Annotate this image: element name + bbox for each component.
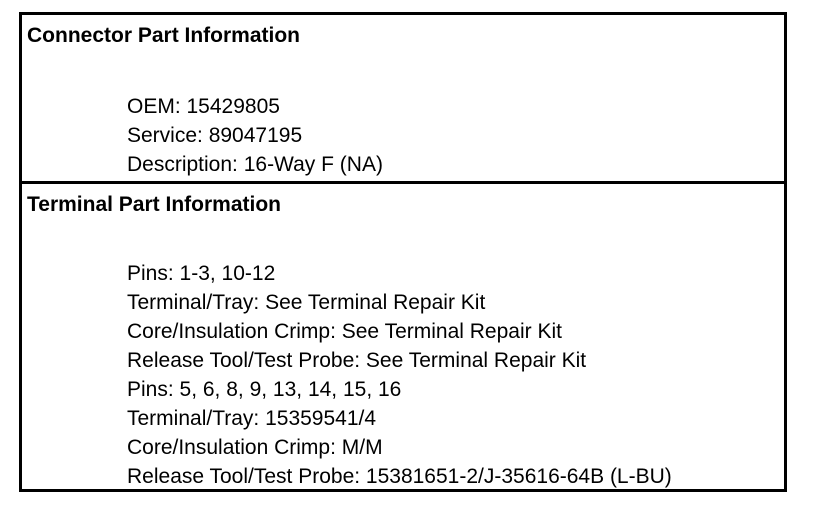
connector-part-section: [22, 15, 784, 181]
terminal-release-tool-line: Release Tool/Test Probe: See Terminal Repair Kit: [127, 349, 587, 372]
connector-description-line: Description: 16-Way F (NA): [127, 153, 383, 176]
terminal-tray-line: Terminal/Tray: 15359541/4: [127, 407, 377, 430]
terminal-crimp-line: Core/Insulation Crimp: M/M: [127, 436, 383, 459]
connector-section-title: Connector Part Information: [27, 24, 301, 47]
terminal-pins-line: Pins: 5, 6, 8, 9, 13, 14, 15, 16: [127, 378, 402, 401]
terminal-tray-line: Terminal/Tray: See Terminal Repair Kit: [127, 291, 486, 314]
connector-oem-line: OEM: 15429805: [127, 95, 280, 118]
part-information-table: [19, 12, 787, 492]
terminal-section-title: Terminal Part Information: [27, 193, 281, 216]
terminal-crimp-line: Core/Insulation Crimp: See Terminal Repair Kit: [127, 320, 562, 343]
terminal-details-list: [127, 259, 672, 491]
terminal-part-section: [22, 181, 784, 489]
terminal-pins-line: Pins: 1-3, 10-12: [127, 262, 276, 285]
connector-details-list: [127, 92, 383, 179]
terminal-release-tool-line: Release Tool/Test Probe: 15381651-2/J-35616-64B (L-BU): [127, 465, 672, 488]
connector-service-line: Service: 89047195: [127, 124, 303, 147]
